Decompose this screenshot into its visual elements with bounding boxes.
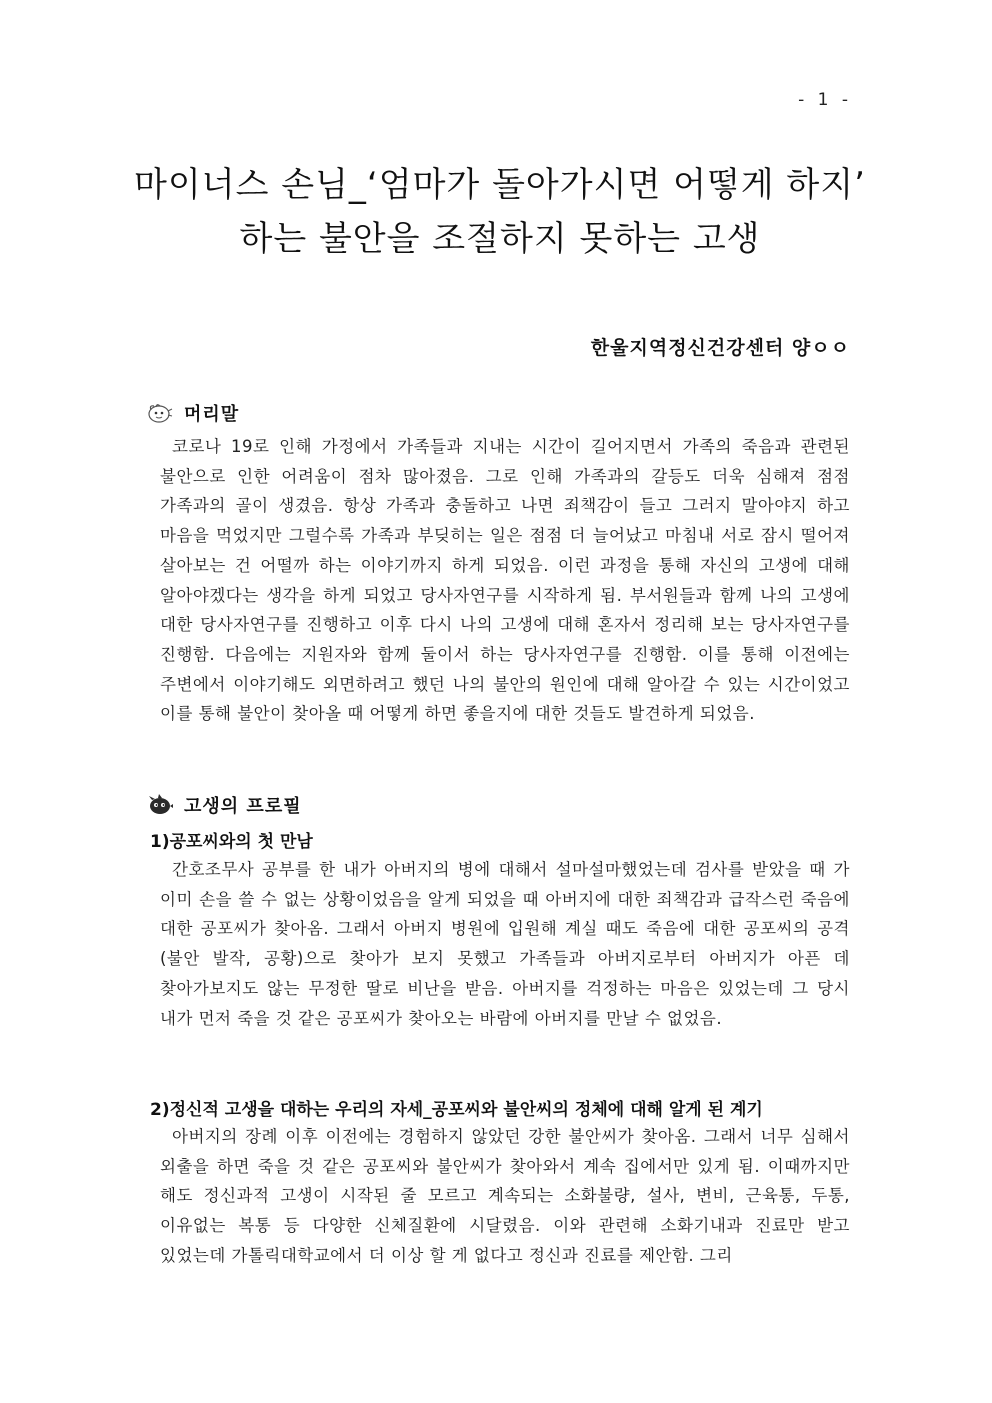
subsection-2-paragraph: 아버지의 장례 이후 이전에는 경험하지 않았던 강한 불안씨가 찾아옴. 그래서 너무 심해서 외출을 하면 죽을 것 같은 공포씨와 불안씨가 찾아와서 계속 집에서만 있게 됨. 이때까지만 해도 정신과적 고생이 시작된 줄 모르고 계속되는 소화불량, 설사, 변비, 근육통, 두통, 이유없는 복통 등 다양한 신체질환에 시달렸음. 이와 관련해 소화기내과 진료만 받고 있었는데 가톨릭대학교에서 더 이상 할 게 없다고 정신과 진료를 제안함. 그리: [160, 1127, 850, 1265]
page-number: - 1 -: [798, 90, 852, 110]
title-line-2: 하는 불안을 조절하지 못하는 고생: [239, 219, 761, 259]
author-line: 한울지역정신건강센터 양ㅇㅇ: [590, 337, 850, 359]
section-heading-label: 머리말: [184, 404, 240, 425]
section-heading-label: 고생의 프로필: [184, 796, 302, 817]
intro-paragraph: 코로나 19로 인해 가정에서 가족들과 지내는 시간이 길어지면서 가족의 죽음과 관련된 불안으로 인한 어려움이 점차 많아졌음. 그로 인해 가족과의 갈등도 더욱 심해져 점점 가족과의 골이 생겼음. 항상 가족과 충돌하고 나면 죄책감이 들고 그러지 말아야지 하고 마음을 먹었지만 그럴수록 가족과 부딪히는 일은 점점 더 늘어났고 마침내 서로 잠시 떨어져 살아보는 건 어떨까 하는 이야기까지 하게 되었음. 이런 과정을 통해 자신의 고생에 대해 알아야겠다는 생각을 하게 되었고 당사자연구를 시작하게 됨. 부서원들과 함께 나의 고생에 대한 당사자연구를 진행하고 이후 다시 나의 고생에 대해 혼자서 정리해 보는 당사자연구를 진행함. 다음에는 지원자와 함께 둘이서 하는 당사자연구를 진행함. 이를 통해 이전에는 주변에서 이야기해도 외면하려고 했던 나의 불안의 원인에 대해 알아갈 수 있는 시간이었고 이를 통해 불안이 찾아올 때 어떻게 하면 좋을지에 대한 것들도 발견하게 되었음.: [160, 437, 850, 724]
section-heading-intro: [146, 400, 239, 426]
subsection-1-paragraph: 간호조무사 공부를 한 내가 아버지의 병에 대해서 설마설마했었는데 검사를 받았을 때 가 이미 손을 쓸 수 없는 상황이었음을 알게 되었을 때 아버지에 대한 죄책감과 급작스런 죽음에 대한 공포씨가 찾아옴. 그래서 아버지 병원에 입원해 계실 때도 죽음에 대한 공포씨의 공격(불안 발작, 공황)으로 찾아가 보지 못했고 가족들과 아버지로부터 아버지가 아픈 데 찾아가보지도 않는 무정한 딸로 비난을 받음. 아버지를 걱정하는 마음은 있었는데 그 당시 내가 먼저 죽을 것 같은 공포씨가 찾아오는 바람에 아버지를 만날 수 없었음.: [160, 860, 850, 1028]
subsection-heading-2: 2)정신적 고생을 대하는 우리의 자세_공포씨와 불안씨의 정체에 대해 알게 된 계기: [150, 1100, 763, 1120]
subsection-heading-1: 1)공포씨와의 첫 만남: [150, 832, 313, 852]
title-line-1: 마이너스 손님_‘엄마가 돌아가시면 어떻게 하지’: [134, 165, 866, 205]
dark-creature-icon: [146, 794, 174, 816]
section-heading-profile: [146, 792, 302, 818]
cartoon-face-icon: [146, 402, 174, 424]
document-title: [100, 158, 900, 266]
